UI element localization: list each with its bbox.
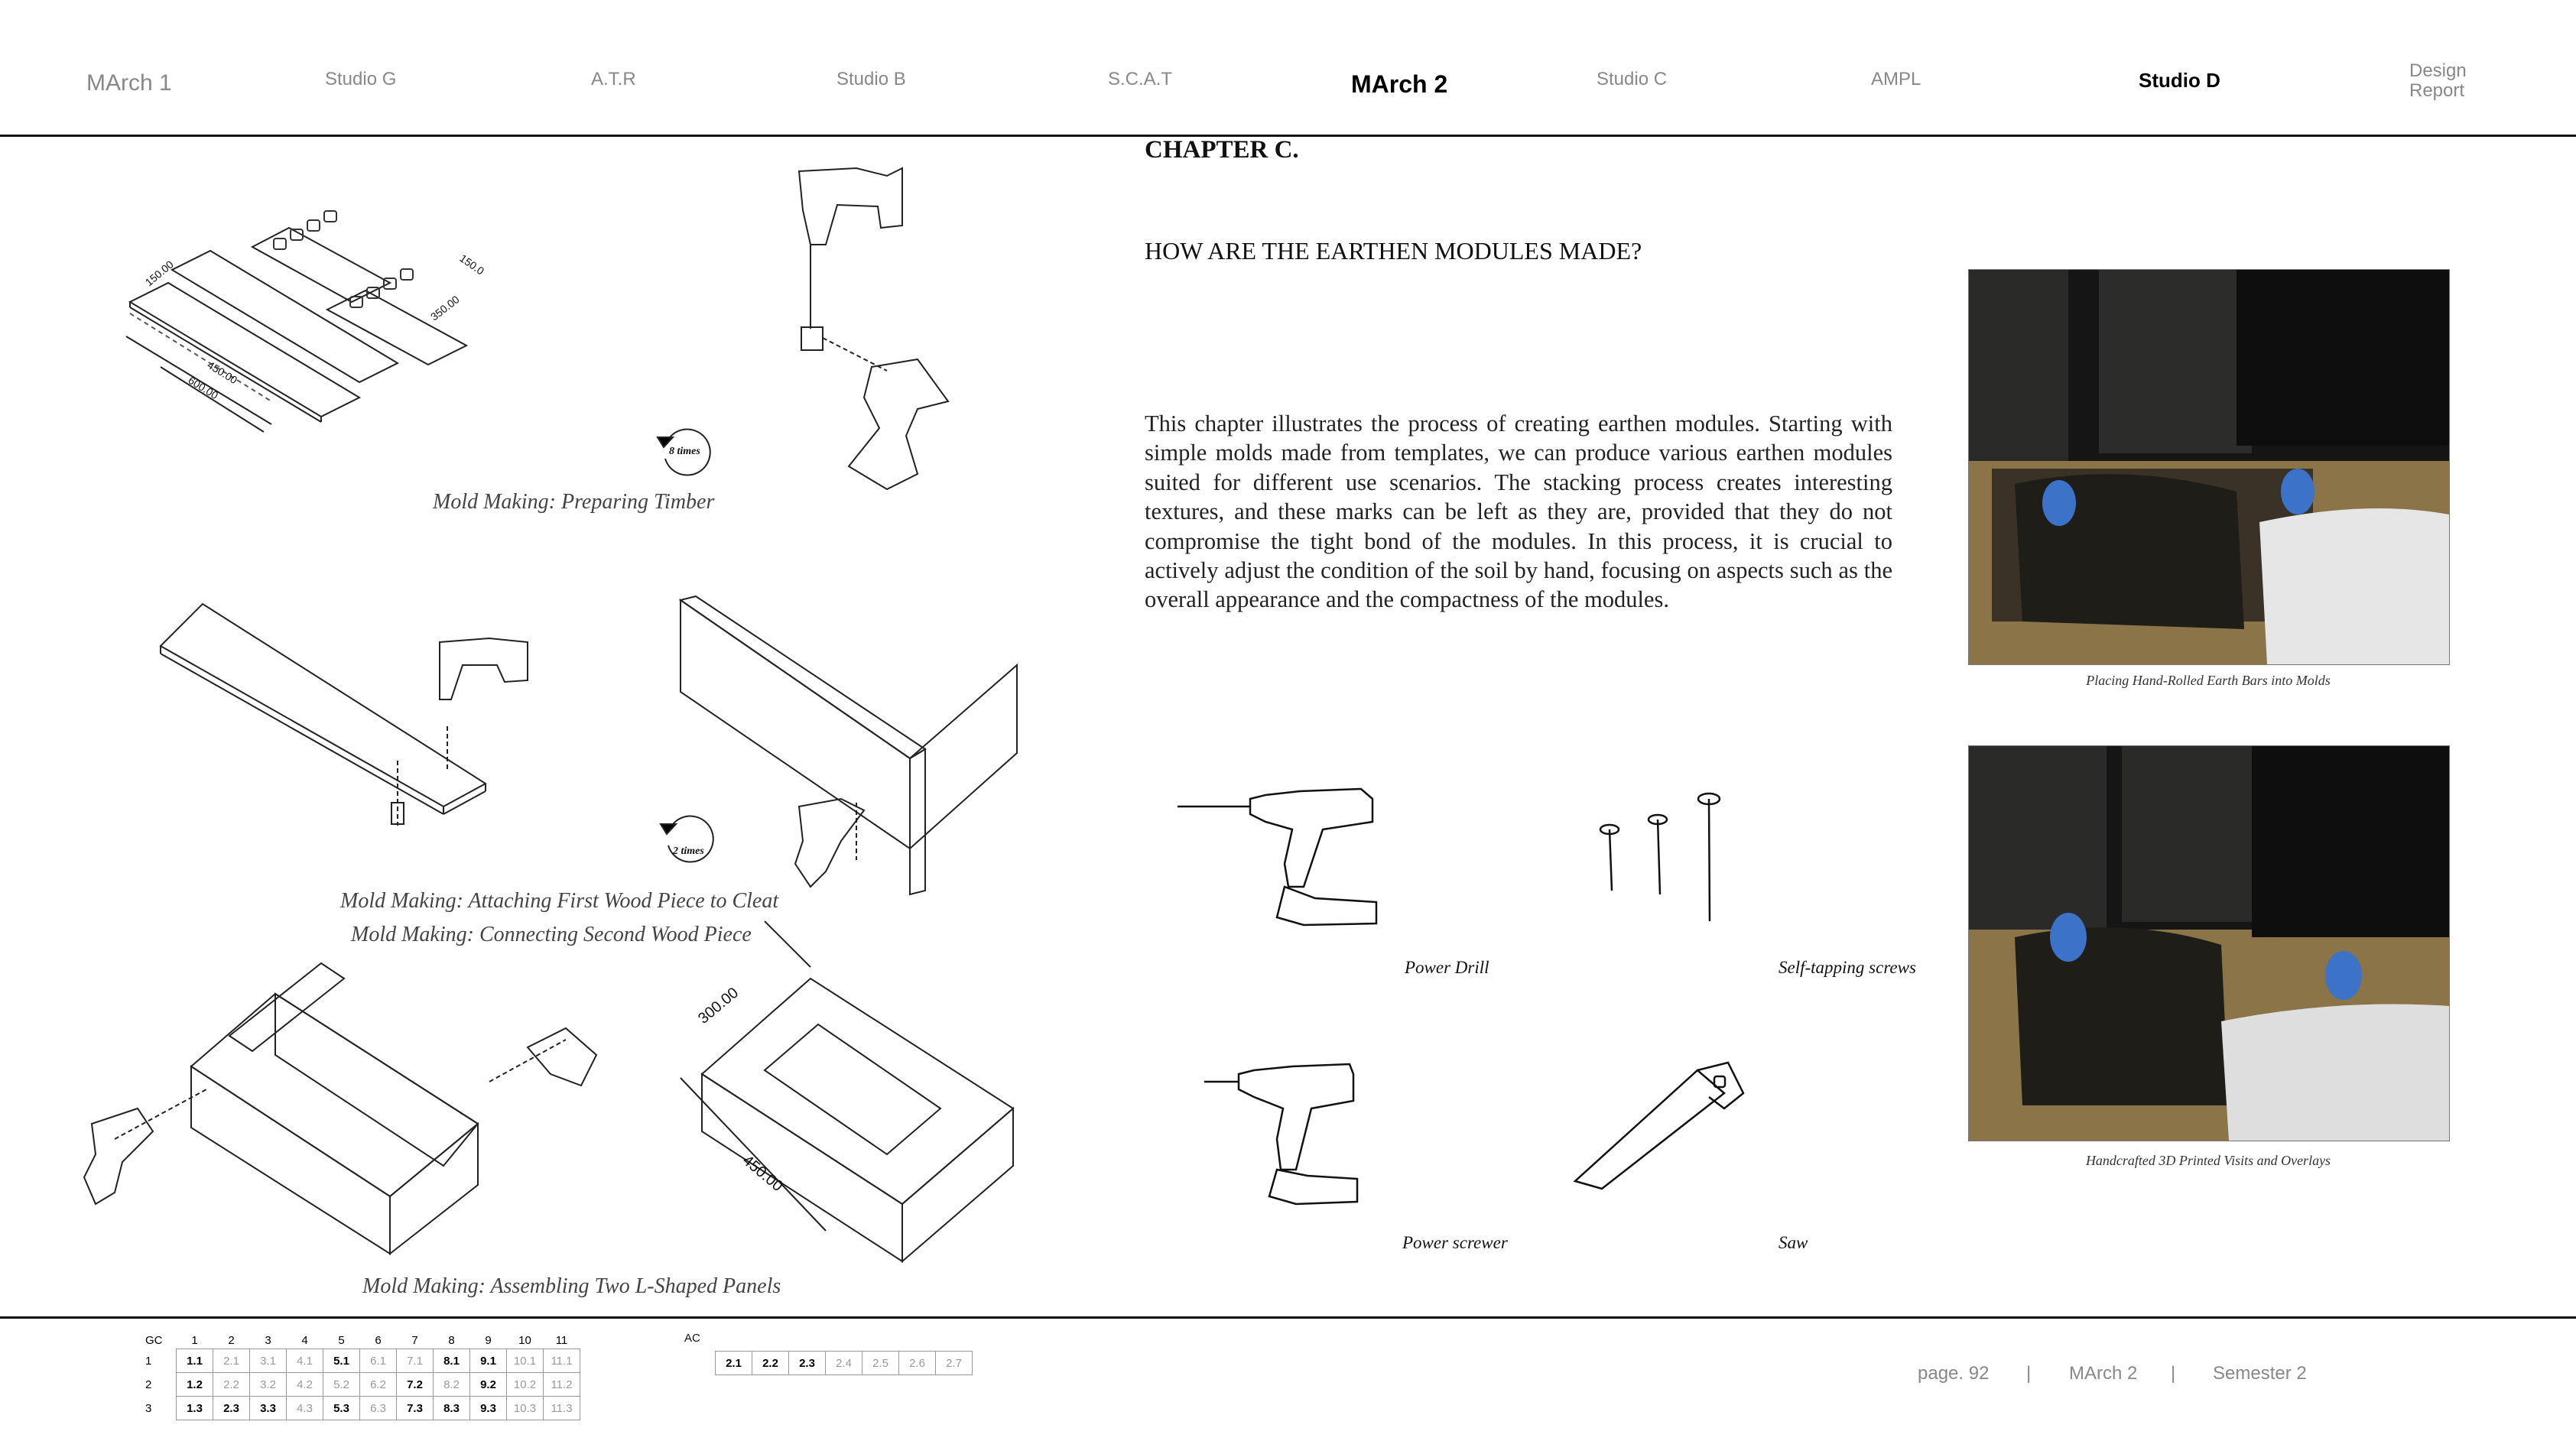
ac-table xyxy=(684,1332,973,1375)
gc-column-header: 9 xyxy=(485,1333,492,1347)
gc-cell: 6.2 xyxy=(360,1373,397,1397)
ac-cell: 2.7 xyxy=(936,1352,973,1375)
screw-heads xyxy=(274,211,413,307)
gc-cell: 8.2 xyxy=(434,1373,470,1397)
nav-ampl[interactable]: AMPL xyxy=(1871,69,1921,89)
tool-label-screwer: Power screwer xyxy=(1402,1233,1508,1252)
ac-cell: 2.1 xyxy=(716,1352,752,1375)
ac-cell: 2.4 xyxy=(826,1352,862,1375)
nav-march2[interactable]: MArch 2 xyxy=(1351,70,1448,98)
gc-column-header: 10 xyxy=(518,1333,531,1347)
gc-cell: 7.3 xyxy=(397,1397,434,1420)
gc-column-header: 4 xyxy=(301,1333,308,1347)
gc-cell: 2.3 xyxy=(213,1397,250,1420)
footer-program: MArch 2 xyxy=(2069,1363,2138,1384)
nav-studio-c[interactable]: Studio C xyxy=(1597,69,1668,89)
gc-cell: 7.1 xyxy=(397,1349,434,1373)
dim-300: 300.00 xyxy=(695,984,742,1027)
gc-cell: 5.3 xyxy=(323,1397,360,1420)
gc-column-header: 6 xyxy=(375,1333,382,1347)
footer-page-number: page. 92 xyxy=(1918,1363,1990,1384)
gc-cell: 3.3 xyxy=(250,1397,287,1420)
diagram-caption-2: Mold Making: Attaching First Wood Piece to Cleat xyxy=(340,889,779,913)
gc-cell: 6.3 xyxy=(360,1397,397,1420)
chapter-title: CHAPTER C. xyxy=(1145,136,1299,164)
gc-table xyxy=(145,1332,580,1420)
gc-cell: 2.1 xyxy=(213,1349,250,1373)
footer-divider xyxy=(0,1316,2576,1319)
nav-design-report-line1: Design xyxy=(2409,60,2467,81)
gc-column-header: 1 xyxy=(191,1333,198,1347)
nav-studio-d[interactable]: Studio D xyxy=(2139,69,2220,92)
gc-cell: 5.1 xyxy=(323,1349,360,1373)
screw-icon xyxy=(1600,794,1720,921)
board-cleat xyxy=(161,604,528,826)
mold-diagrams xyxy=(0,138,1101,1315)
gc-cell: 9.1 xyxy=(470,1349,507,1373)
nav-studio-g[interactable]: Studio G xyxy=(325,69,397,89)
nav-studio-b[interactable]: Studio B xyxy=(836,69,906,89)
gc-cell: 11.1 xyxy=(544,1349,580,1373)
ac-cell: 2.3 xyxy=(789,1352,826,1375)
gc-row-header: 3 xyxy=(145,1401,152,1415)
gc-cell: 11.2 xyxy=(544,1373,580,1397)
gc-cell: 2.2 xyxy=(213,1373,250,1397)
gc-cell: 9.3 xyxy=(470,1397,507,1420)
frame-assembly-2 xyxy=(681,921,1013,1261)
gc-row-header: 2 xyxy=(145,1378,152,1391)
ac-label: AC xyxy=(684,1332,700,1345)
dim-350: 350.00 xyxy=(427,293,462,323)
gc-cell: 5.2 xyxy=(323,1373,360,1397)
tool-illustrations xyxy=(1170,772,1934,1231)
footer-semester: Semester 2 xyxy=(2213,1363,2307,1384)
nav-design-report[interactable] xyxy=(2409,61,2467,101)
gc-cell: 9.2 xyxy=(470,1373,507,1397)
chapter-body: This chapter illustrates the process of creating earthen modules. Starting with simple molds made from templates, we can produce various earthen modules suited for different use scenarios. The stacking process creates interesting textures, and these marks can be left as they are, provided that they do not compromise the tight bond of the modules. In this process, it is crucial to actively adjust the condition of the soil by hand, focusing on aspects such as the overall appearance and the compactness of the modules. xyxy=(1145,411,1892,613)
dim-600: 600.00 xyxy=(186,373,221,402)
photo-caption-2: Handcrafted 3D Printed Visits and Overlays xyxy=(2085,1153,2331,1168)
dim-450b: 450.00 xyxy=(739,1151,786,1196)
photo-earth-bars xyxy=(1968,269,2450,665)
frame-assembly-1 xyxy=(84,963,596,1254)
gc-cell: 4.1 xyxy=(287,1349,323,1373)
gc-cell: 1.2 xyxy=(177,1373,213,1397)
gc-cell: 1.3 xyxy=(177,1397,213,1420)
tool-label-screws: Self-tapping screws xyxy=(1779,958,1916,977)
gc-cell: 1.1 xyxy=(177,1349,213,1373)
gc-column-header: 8 xyxy=(448,1333,455,1347)
photo-3d-printed xyxy=(1968,745,2450,1141)
power-screwer-icon xyxy=(1204,1064,1357,1204)
timber-boards xyxy=(126,228,466,432)
diagram-caption-4: Mold Making: Assembling Two L-Shaped Panels xyxy=(362,1274,781,1298)
ac-cell: 2.6 xyxy=(899,1352,936,1375)
diagram-caption-3: Mold Making: Connecting Second Wood Piece xyxy=(351,923,752,946)
photo-caption-1: Placing Hand-Rolled Earth Bars into Molds xyxy=(2086,673,2331,688)
tool-label-drill: Power Drill xyxy=(1405,958,1489,977)
saw-icon xyxy=(1575,1063,1743,1189)
footer-separator-1: | xyxy=(2026,1363,2032,1384)
chapter-question: HOW ARE THE EARTHEN MODULES MADE? xyxy=(1145,237,1642,265)
repeat-label-2: 2 times xyxy=(673,845,704,857)
gc-cell: 3.2 xyxy=(250,1373,287,1397)
gc-cell: 8.1 xyxy=(434,1349,470,1373)
l-panel xyxy=(681,596,1017,894)
gc-column-header: 7 xyxy=(411,1333,418,1347)
gc-column-header: 2 xyxy=(228,1333,235,1347)
gc-column-header: 11 xyxy=(555,1333,568,1347)
gc-cell: 10.1 xyxy=(507,1349,544,1373)
gc-cell: 11.3 xyxy=(544,1397,580,1420)
nav-scat[interactable]: S.C.A.T xyxy=(1108,69,1173,89)
gc-cell: 8.3 xyxy=(434,1397,470,1420)
diagram-caption-1: Mold Making: Preparing Timber xyxy=(433,490,715,514)
gc-cell: 4.2 xyxy=(287,1373,323,1397)
ac-cell: 2.2 xyxy=(752,1352,789,1375)
repeat-label-1: 8 times xyxy=(669,446,700,457)
gc-row-header: 1 xyxy=(145,1354,152,1368)
gc-cell: 4.3 xyxy=(287,1397,323,1420)
gc-cell: 3.1 xyxy=(250,1349,287,1373)
gc-cell: 7.2 xyxy=(397,1373,434,1397)
dim-150b: 150.0 xyxy=(457,252,487,277)
gc-cell: 10.3 xyxy=(507,1397,544,1420)
gc-label: GC xyxy=(145,1333,163,1347)
nav-design-report-line2: Report xyxy=(2409,80,2465,101)
gc-cell: 10.2 xyxy=(507,1373,544,1397)
power-drill-icon xyxy=(1178,789,1376,925)
drill-drawing-1 xyxy=(799,168,948,489)
nav-march1[interactable]: MArch 1 xyxy=(86,70,172,96)
dim-450: 450.00 xyxy=(205,358,240,387)
dim-150a: 150.00 xyxy=(142,258,176,289)
ac-cell: 2.5 xyxy=(862,1352,899,1375)
top-nav xyxy=(0,0,2576,137)
nav-atr[interactable]: A.T.R xyxy=(591,69,636,89)
gc-column-header: 3 xyxy=(265,1333,271,1347)
gc-cell: 6.1 xyxy=(360,1349,397,1373)
footer-separator-2: | xyxy=(2171,1363,2176,1384)
gc-column-header: 5 xyxy=(338,1333,345,1347)
tool-label-saw: Saw xyxy=(1779,1233,1808,1252)
